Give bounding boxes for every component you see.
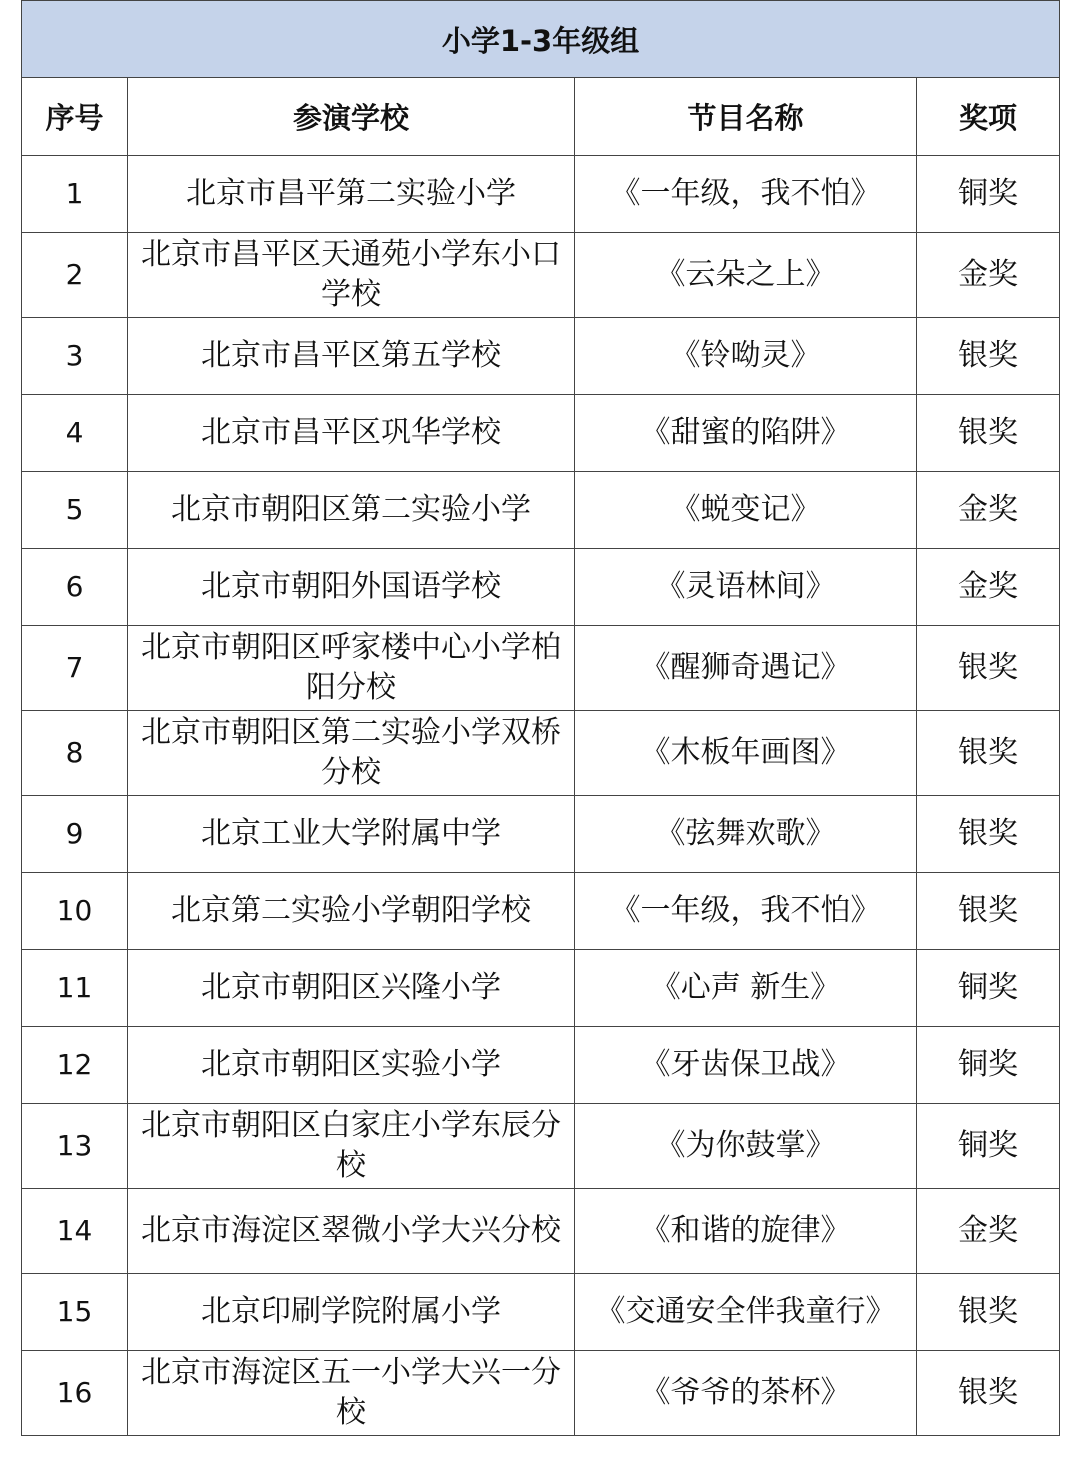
row-number: 8: [22, 711, 128, 796]
table-row: [22, 1104, 1060, 1189]
row-school: 北京工业大学附属中学: [128, 796, 575, 873]
row-school: 北京市昌平区第五学校: [128, 318, 575, 395]
table-row: [22, 950, 1060, 1027]
header-program: 节目名称: [575, 78, 917, 156]
row-school: 北京市朝阳区白家庄小学东辰分校: [128, 1104, 575, 1189]
header-school: 参演学校: [128, 78, 575, 156]
row-award: 银奖: [917, 1274, 1060, 1351]
table-row: [22, 1027, 1060, 1104]
table-row: [22, 318, 1060, 395]
row-program: 《一年级，我不怕》: [575, 873, 917, 950]
row-award: 银奖: [917, 626, 1060, 711]
table-row: [22, 711, 1060, 796]
row-number: 10: [22, 873, 128, 950]
row-program: 《为你鼓掌》: [575, 1104, 917, 1189]
table-row: [22, 472, 1060, 549]
row-award: 银奖: [917, 318, 1060, 395]
row-number: 16: [22, 1351, 128, 1436]
table-row: [22, 233, 1060, 318]
row-award: 金奖: [917, 472, 1060, 549]
row-award: 铜奖: [917, 950, 1060, 1027]
row-number: 1: [22, 156, 128, 233]
table-row: [22, 796, 1060, 873]
row-award: 银奖: [917, 873, 1060, 950]
row-school: 北京印刷学院附属小学: [128, 1274, 575, 1351]
row-number: 13: [22, 1104, 128, 1189]
row-award: 铜奖: [917, 1104, 1060, 1189]
row-program: 《爷爷的茶杯》: [575, 1351, 917, 1436]
row-award: 金奖: [917, 233, 1060, 318]
row-number: 5: [22, 472, 128, 549]
table-row: [22, 1351, 1060, 1436]
row-school: 北京市朝阳区兴隆小学: [128, 950, 575, 1027]
table-title: 小学1-3年级组: [22, 1, 1060, 78]
row-school: 北京市海淀区五一小学大兴一分校: [128, 1351, 575, 1436]
row-school: 北京市朝阳区第二实验小学双桥分校: [128, 711, 575, 796]
row-school: 北京市昌平第二实验小学: [128, 156, 575, 233]
row-program: 《铃呦灵》: [575, 318, 917, 395]
awards-table: [21, 0, 1060, 1436]
row-award: 铜奖: [917, 1027, 1060, 1104]
row-number: 14: [22, 1189, 128, 1274]
table-row: [22, 395, 1060, 472]
row-award: 银奖: [917, 395, 1060, 472]
row-number: 6: [22, 549, 128, 626]
row-program: 《一年级，我不怕》: [575, 156, 917, 233]
table-row: [22, 1189, 1060, 1274]
row-program: 《灵语林间》: [575, 549, 917, 626]
table-row: [22, 626, 1060, 711]
row-program: 《醒狮奇遇记》: [575, 626, 917, 711]
row-school: 北京第二实验小学朝阳学校: [128, 873, 575, 950]
row-program: 《甜蜜的陷阱》: [575, 395, 917, 472]
row-number: 4: [22, 395, 128, 472]
table-row: [22, 156, 1060, 233]
row-number: 12: [22, 1027, 128, 1104]
row-school: 北京市朝阳外国语学校: [128, 549, 575, 626]
row-school: 北京市朝阳区实验小学: [128, 1027, 575, 1104]
row-program: 《牙齿保卫战》: [575, 1027, 917, 1104]
row-award: 银奖: [917, 796, 1060, 873]
row-school: 北京市朝阳区呼家楼中心小学柏阳分校: [128, 626, 575, 711]
row-number: 9: [22, 796, 128, 873]
row-program: 《蜕变记》: [575, 472, 917, 549]
row-number: 3: [22, 318, 128, 395]
header-award: 奖项: [917, 78, 1060, 156]
header-number: 序号: [22, 78, 128, 156]
row-award: 金奖: [917, 549, 1060, 626]
row-number: 11: [22, 950, 128, 1027]
row-award: 银奖: [917, 711, 1060, 796]
row-program: 《交通安全伴我童行》: [575, 1274, 917, 1351]
table-header-row: [22, 78, 1060, 156]
row-school: 北京市昌平区巩华学校: [128, 395, 575, 472]
table-title-row: [22, 1, 1060, 78]
row-program: 《弦舞欢歌》: [575, 796, 917, 873]
row-program: 《和谐的旋律》: [575, 1189, 917, 1274]
row-award: 金奖: [917, 1189, 1060, 1274]
row-program: 《云朵之上》: [575, 233, 917, 318]
row-program: 《心声 新生》: [575, 950, 917, 1027]
row-school: 北京市海淀区翠微小学大兴分校: [128, 1189, 575, 1274]
row-school: 北京市昌平区天通苑小学东小口学校: [128, 233, 575, 318]
row-number: 15: [22, 1274, 128, 1351]
table-row: [22, 549, 1060, 626]
row-school: 北京市朝阳区第二实验小学: [128, 472, 575, 549]
row-program: 《木板年画图》: [575, 711, 917, 796]
row-number: 7: [22, 626, 128, 711]
row-award: 铜奖: [917, 156, 1060, 233]
table-row: [22, 1274, 1060, 1351]
row-number: 2: [22, 233, 128, 318]
table-row: [22, 873, 1060, 950]
row-award: 银奖: [917, 1351, 1060, 1436]
